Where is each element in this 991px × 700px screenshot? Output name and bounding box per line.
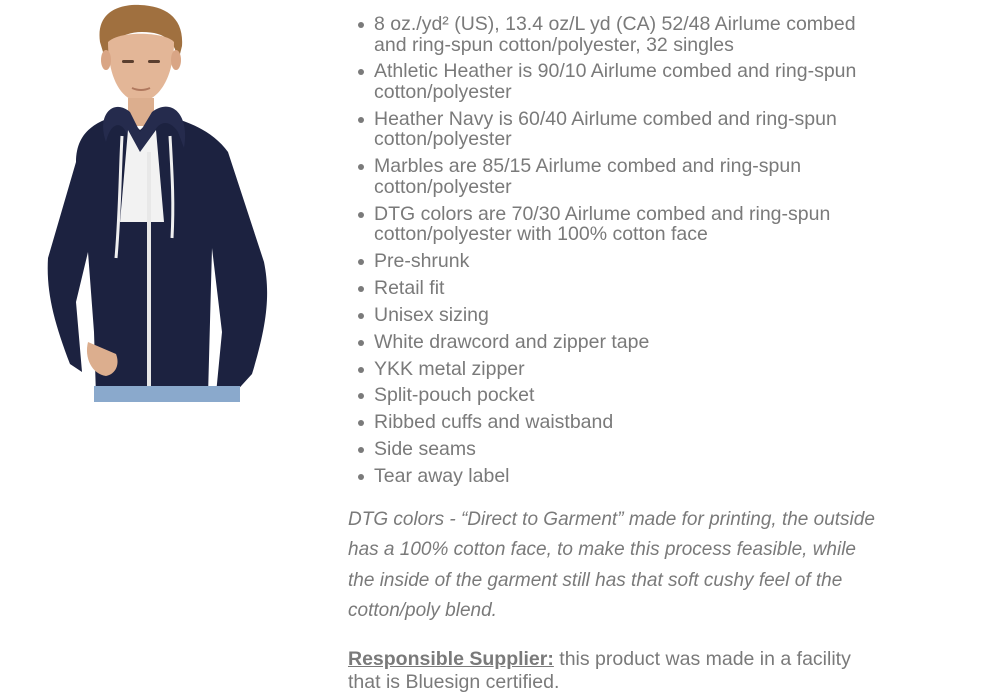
feature-item: Heather Navy is 60/40 Airlume combed and ring-spun cotton/polyester [348,109,888,150]
feature-item: Retail fit [348,278,888,299]
supplier-note [348,648,888,694]
product-details [348,14,888,694]
feature-item: 8 oz./yd² (US), 13.4 oz/L yd (CA) 52/48 Airlume combed and ring-spun cotton/polyester, 32 singles [348,14,888,55]
product-image [36,2,272,402]
bullet-icon [358,340,364,346]
bullet-icon [358,259,364,265]
bullet-icon [358,420,364,426]
feature-list [348,14,888,487]
bullet-icon [358,212,364,218]
feature-item: Unisex sizing [348,305,888,326]
feature-item: Tear away label [348,466,888,487]
feature-item: White drawcord and zipper tape [348,332,888,353]
bullet-icon [358,22,364,28]
bullet-icon [358,117,364,123]
bullet-icon [358,164,364,170]
feature-item: Ribbed cuffs and waistband [348,412,888,433]
bullet-icon [358,286,364,292]
feature-item: DTG colors are 70/30 Airlume combed and ring-spun cotton/polyester with 100% cotton face [348,204,888,245]
bullet-icon [358,367,364,373]
bullet-icon [358,69,364,75]
bullet-icon [358,474,364,480]
feature-item: YKK metal zipper [348,359,888,380]
bullet-icon [358,393,364,399]
dtg-note: DTG colors - “Direct to Garment” made for printing, the outside has a 100% cotton face, to make this process feasible, while the inside of the garment still has that soft cushy feel of the cotton/poly blend. [348,508,875,622]
bullet-icon [358,313,364,319]
feature-item: Pre-shrunk [348,251,888,272]
bullet-icon [358,447,364,453]
feature-item: Marbles are 85/15 Airlume combed and ring-spun cotton/polyester [348,156,888,197]
feature-item: Side seams [348,439,888,460]
feature-item: Split-pouch pocket [348,385,888,406]
feature-item: Athletic Heather is 90/10 Airlume combed and ring-spun cotton/polyester [348,61,888,102]
supplier-text: this product was made in a facility that is Bluesign certified. [348,647,851,693]
supplier-label: Responsible Supplier: [348,647,554,670]
hoodie-model-illustration [36,2,272,402]
